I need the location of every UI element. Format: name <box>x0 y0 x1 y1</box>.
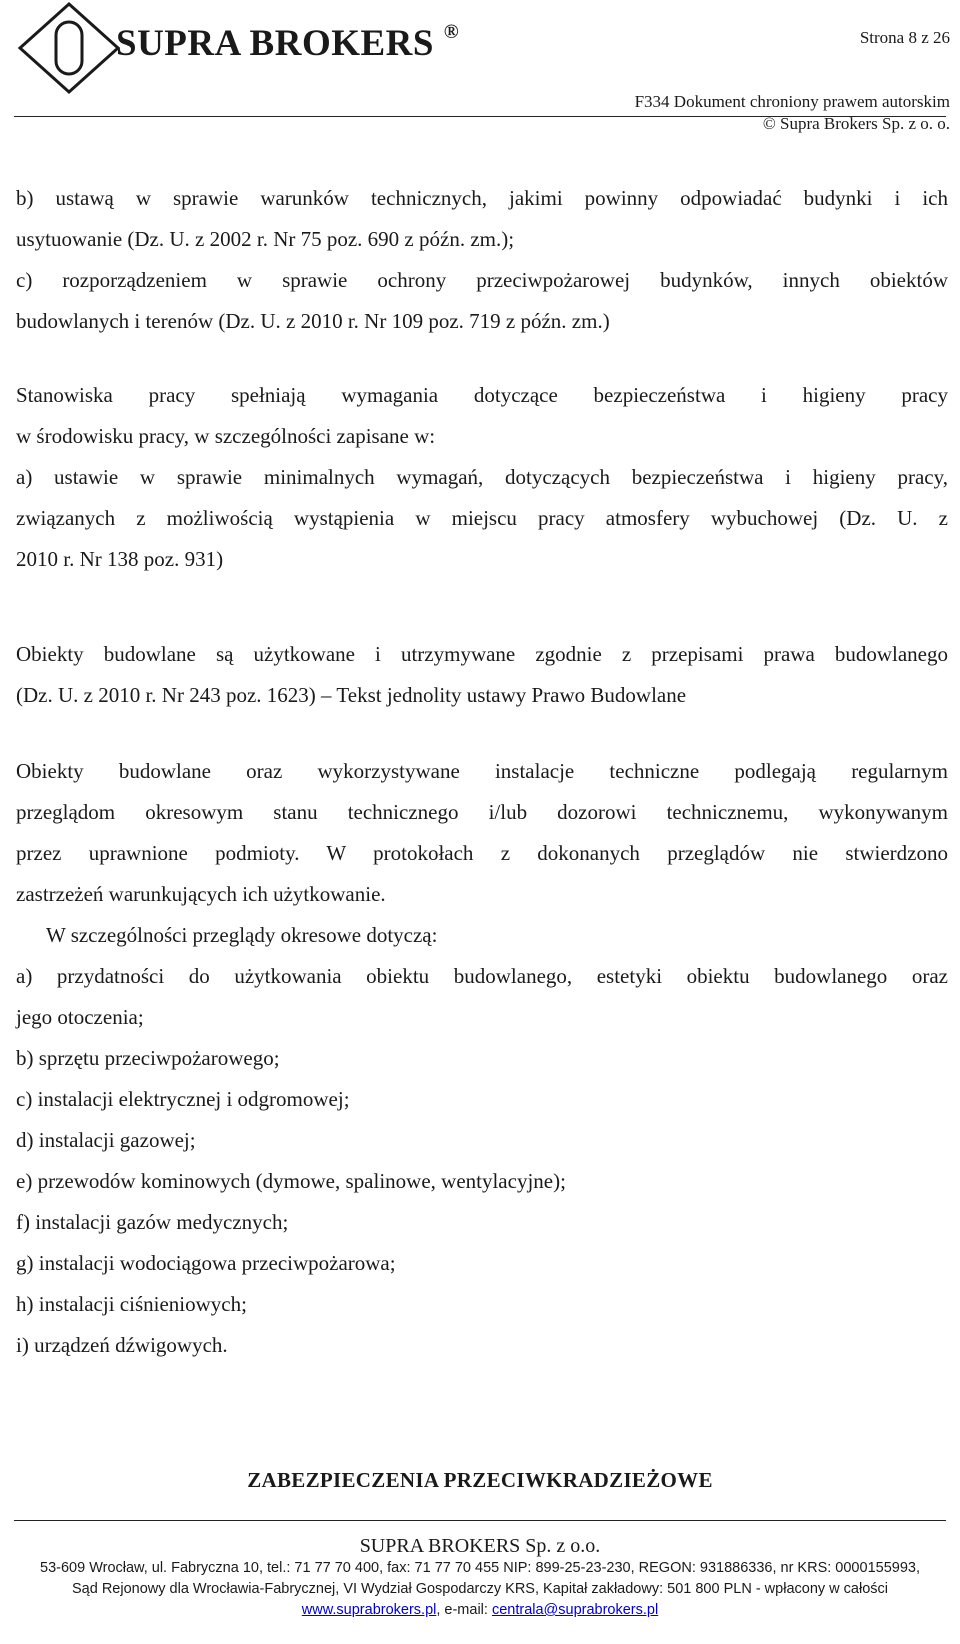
page-header <box>0 0 960 133</box>
list-item: d) instalacji gazowej; <box>16 1128 196 1152</box>
copyright-notice: © Supra Brokers Sp. z o. o. <box>762 114 950 133</box>
email-label: , e-mail: <box>436 1602 492 1618</box>
list-item: b) sprzętu przeciwpożarowego; <box>16 1046 280 1070</box>
brand-name: SUPRA BROKERS ® <box>116 20 460 64</box>
list-item: jego otoczenia; <box>16 1005 144 1029</box>
list-item: i) urządzeń dźwigowych. <box>16 1333 228 1357</box>
inspections-paragraph-line: przez uprawnione podmioty. W protokołach z dokonanych przeglądów nie stwierdzono <box>16 841 948 865</box>
footer-address: 53-609 Wrocław, ul. Fabryczna 10, tel.: 71 77 70 400, fax: 71 77 70 455 NIP: 899-25-23-230, REGON: 931886336, nr KRS: 0000155993, <box>40 1560 920 1576</box>
inspections-paragraph-line: przeglądom okresowym stanu technicznego i/lub dozorowi technicznemu, wykonywanym <box>16 800 948 824</box>
inspections-paragraph-line: zastrzeżeń warunkujących ich użytkowanie. <box>16 882 386 906</box>
document-body <box>16 178 948 1366</box>
list-item: e) przewodów kominowych (dymowe, spalinowe, wentylacyjne); <box>16 1169 566 1193</box>
buildings-usage-line: Obiekty budowlane są użytkowane i utrzymywane zgodnie z przepisami prawa budowlanego <box>16 642 948 666</box>
list-item: g) instalacji wodociągowa przeciwpożarowa; <box>16 1251 396 1275</box>
regulation-a-line: 2010 r. Nr 138 poz. 931) <box>16 547 224 571</box>
header-divider <box>14 116 946 117</box>
list-item: a) przydatności do użytkowania obiektu budowlanego, estetyki obiektu budowlanego oraz <box>16 964 948 988</box>
list-item: h) instalacji ciśnieniowych; <box>16 1292 247 1316</box>
paragraph-b-line: b) ustawą w sprawie warunków technicznych, jakimi powinny odpowiadać budynki i ich <box>16 186 948 210</box>
workstations-paragraph-line: w środowisku pracy, w szczególności zapisane w: <box>16 424 436 448</box>
footer-court: Sąd Rejonowy dla Wrocławia-Fabrycznej, VI Wydział Gospodarczy KRS, Kapitał zakładowy: 501 800 PLN - wpłacony w całości <box>72 1581 888 1597</box>
inspections-paragraph-line: Obiekty budowlane oraz wykorzystywane instalacje techniczne podlegają regularnym <box>16 759 948 783</box>
footer-links <box>0 1600 960 1621</box>
page-number: Strona 8 z 26 <box>859 28 950 47</box>
list-item: c) instalacji elektrycznej i odgromowej; <box>16 1087 350 1111</box>
email-link[interactable]: centrala@suprabrokers.pl <box>491 1602 659 1618</box>
buildings-usage-line: (Dz. U. z 2010 r. Nr 243 poz. 1623) – Tekst jednolity ustawy Prawo Budowlane <box>16 683 687 707</box>
section-heading: ZABEZPIECZENIA PRZECIWKRADZIEŻOWE <box>247 1468 713 1492</box>
inspections-intro: W szczególności przeglądy okresowe dotyczą: <box>46 923 438 947</box>
paragraph-b-line: usytuowanie (Dz. U. z 2002 r. Nr 75 poz. 690 z późn. zm.); <box>16 227 515 251</box>
registered-mark: ® <box>443 20 460 43</box>
paragraph-c-line: budowlanych i terenów (Dz. U. z 2010 r. Nr 109 poz. 719 z późn. zm.) <box>16 309 610 333</box>
footer-company: SUPRA BROKERS Sp. z o.o. <box>359 1535 601 1557</box>
workstations-paragraph-line: Stanowiska pracy spełniają wymagania dotyczące bezpieczeństwa i higieny pracy <box>16 383 948 407</box>
document-id: F334 Dokument chroniony prawem autorskim <box>634 92 950 111</box>
paragraph-c-line: c) rozporządzeniem w sprawie ochrony przeciwpożarowej budynków, innych obiektów <box>16 268 948 292</box>
page-footer <box>0 1534 960 1621</box>
website-link[interactable]: www.suprabrokers.pl <box>301 1602 437 1618</box>
footer-divider <box>14 1520 946 1521</box>
supra-brokers-logo-icon <box>14 0 124 96</box>
regulation-a-line: a) ustawie w sprawie minimalnych wymagań, dotyczących bezpieczeństwa i higieny pracy, <box>16 465 948 489</box>
regulation-a-line: związanych z możliwością wystąpienia w miejscu pracy atmosfery wybuchowej (Dz. U. z <box>16 506 948 530</box>
list-item: f) instalacji gazów medycznych; <box>16 1210 289 1234</box>
